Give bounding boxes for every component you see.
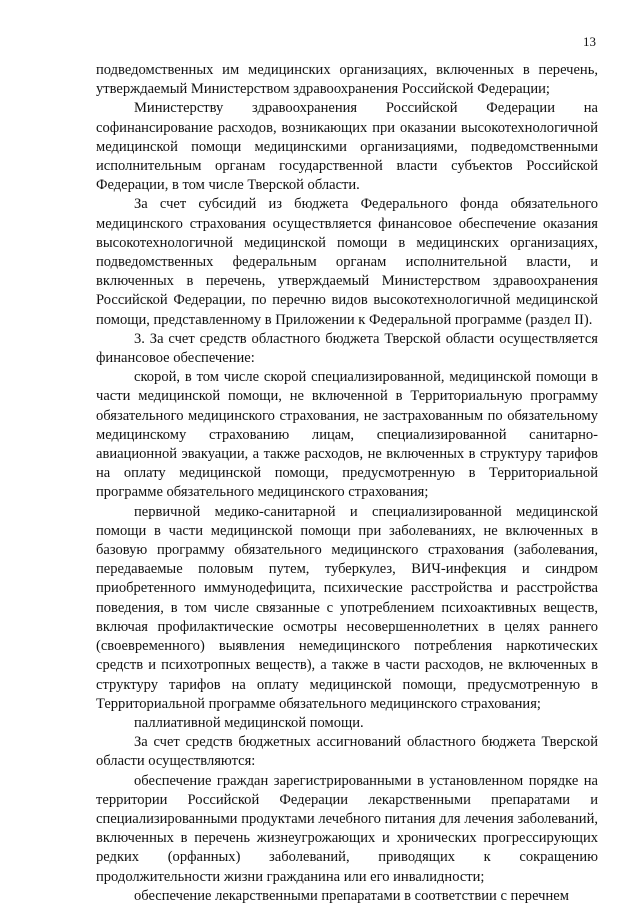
paragraph: обеспечение лекарственными препаратами в соответствии с перечнем [134,887,569,904]
paragraph: За счет средств бюджетных ассигнований областного бюджета Тверской области осуществляются: [96,734,598,770]
paragraph: скорой, в том числе скорой специализированной, медицинской помощи в части медицинской помощи, не включенной в Территориальную программу обязательного медицинского страхования, не застрахованным по обязательному медицинскому страхованию лицам, специализированной санитарно-авиационной эвакуации, а также расходов, не включенных в структуру тарифов на оплату медицинской помощи, предусмотренную в Территориальной программе обязательного медицинского страхования; [96,369,598,501]
paragraph: За счет субсидий из бюджета Федерального фонда обязательного медицинского страхования осуществляется финансовое обеспечение оказания высокотехнологичной медицинской помощи в медицинских организациях, подведомственных федеральным органам исполнительной власти, и включенных в перечень, утверждаемый Министерством здравоохранения Российской Федерации, по перечню видов высокотехнологичной медицинской помощи, представленному в Приложении к Федеральной программе (раздел II). [96,196,598,328]
document-body [96,61,598,906]
page-number: 13 [583,34,596,49]
paragraph: паллиативной медицинской помощи. [134,714,364,731]
paragraph: подведомственных им медицинских организациях, включенных в перечень, утверждаемый Министерством здравоохранения Российской Федерации; [96,62,598,98]
paragraph: обеспечение граждан зарегистрированными в установленном порядке на территории Российской Федерации лекарственными препаратами и специализированными продуктами лечебного питания для лечения заболеваний, включенных в перечень жизнеугрожающих и хронических прогрессирующих редких (орфанных) заболеваний, приводящих к сокращению продолжительности жизни гражданина или его инвалидности; [96,772,598,885]
paragraph: Министерству здравоохранения Российской Федерации на софинансирование расходов, возникающих при оказании высокотехнологичной медицинской помощи медицинскими организациями, подведомственными исполнительным органам государственной власти субъектов Российской Федерации, в том числе Тверской области. [96,100,598,194]
paragraph: 3. За счет средств областного бюджета Тверской области осуществляется финансовое обеспечение: [96,330,598,367]
paragraph: первичной медико-санитарной и специализированной медицинской помощи в части медицинской помощи при заболеваниях, не включенных в базовую программу обязательного медицинского страхования (заболевания, передаваемые половым путем, туберкулез, ВИЧ-инфекция и синдром приобретенного иммунодефицита, психические расстройства и расстройства поведения, в том числе связанные с употреблением психоактивных веществ, включая профилактические осмотры несовершеннолетних в целях раннего (своевременного) выявления немедицинского потребления наркотических средств и психотропных веществ), а также в части расходов, не включенных в структуру тарифов на оплату медицинской помощи, предусмотренную в Территориальной программе обязательного медицинского страхования; [96,503,598,712]
